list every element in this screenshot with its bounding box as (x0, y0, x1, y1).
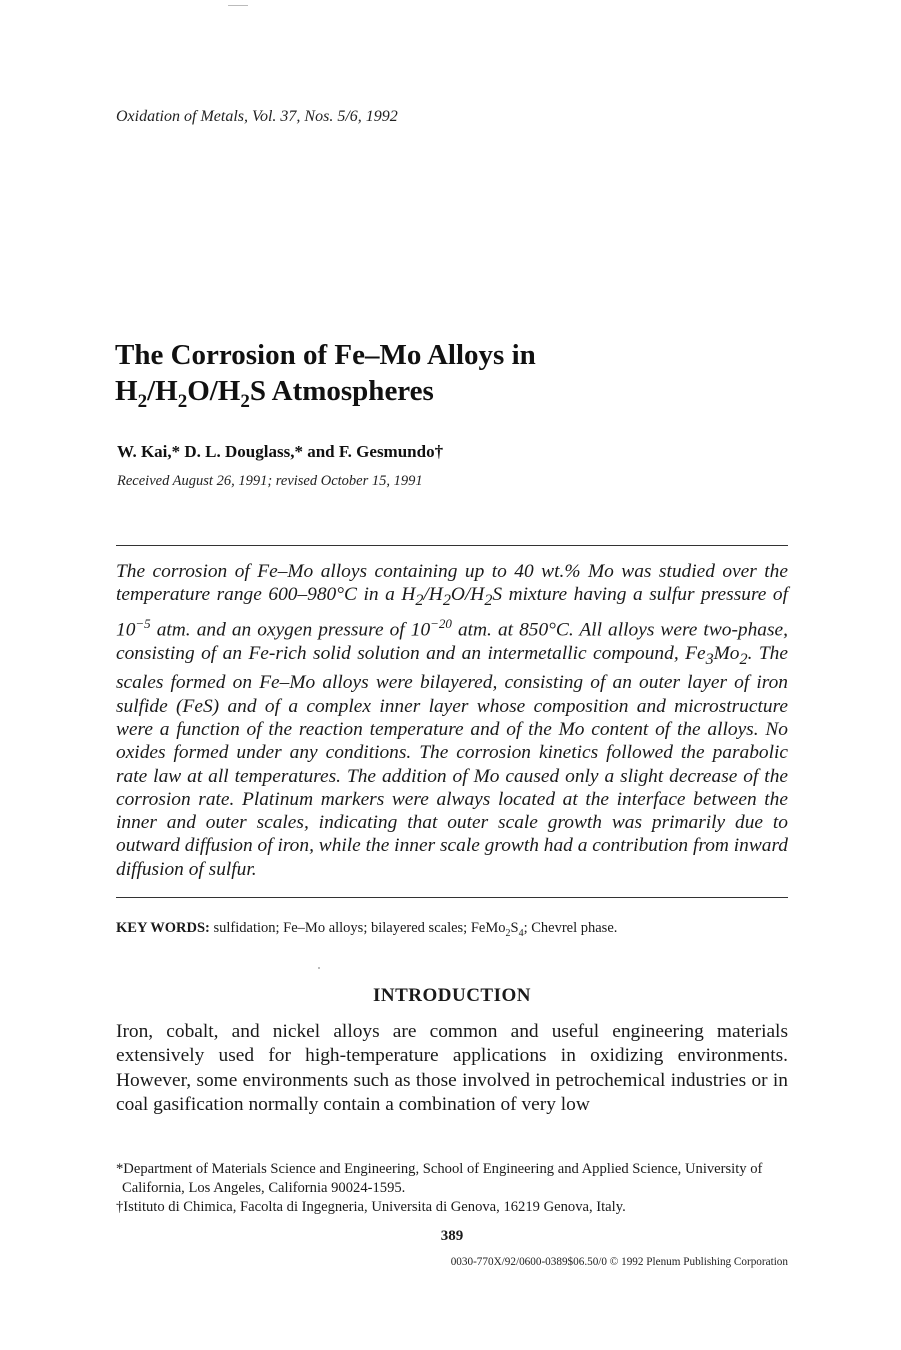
article-title (115, 337, 715, 420)
title-line-2: $H_2/H_2O/H_2S$ Atmospheres (115, 375, 434, 412)
section-heading: INTRODUCTION (372, 985, 532, 1006)
abstract-top-rule (116, 545, 788, 546)
author-list: W. Kai,* D. L. Douglass,* and F. Gesmundo† (117, 442, 444, 461)
journal-citation: Oxidation of Metals, Vol. 37, Nos. 5/6, 1992 (116, 108, 398, 125)
scan-mark (228, 5, 248, 6)
page-number: 389 (440, 1228, 464, 1244)
scan-mark (318, 967, 320, 969)
copyright-line: 0030-770X/92/0600-0389$06.50/0 © 1992 Plenum Publishing Corporation (450, 1256, 788, 1268)
key-words: KEY WORDS: sulfidation; Fe–Mo alloys; bilayered scales; $FeMo_2S_4$; Chevrel phase. (116, 920, 618, 939)
introduction-paragraph: Iron, cobalt, and nickel alloys are common and useful engineering materials extensively used for high-temperature applications in oxidizing environments. However, some environments such as those involved in petrochemical industries or in coal gasification normally contain a combination of very low (116, 1021, 788, 1115)
abstract: The corrosion of Fe–Mo alloys containing up to 40 wt.% Mo was studied over the temperature range 600–980°C in a $H_2/H_2O/H_2S$ mixture having a sulfur pressure of $10^{-5}$ atm. and an oxygen pressure of $10^{-20}$ atm. at 850°C. All alloys were two-phase, consisting of an Fe-rich solid solution and an intermetallic compound, $Fe_3Mo_2$. The scales formed on Fe–Mo alloys were bilayered, consisting of an outer layer of iron sulfide (FeS) and of a complex inner layer whose composition and microstructure were a function of the reaction temperature and of the Mo content of the alloys. No oxides formed under any conditions. The corrosion kinetics followed the parabolic rate law at all temperatures. The addition of Mo caused only a slight decrease of the corrosion rate. Platinum markers were always located at the interface between the inner and outer scales, indicating that outer scale growth was primarily due to outward diffusion of iron, while the inner scale growth had a contribution from inward diffusion of sulfur. (116, 561, 788, 880)
footnote-1: *Department of Materials Science and Engineering, School of Engineering and Applied Science, University of California, Los Angeles, California 90024-1595. (116, 1161, 763, 1196)
received-dates: Received August 26, 1991; revised October 15, 1991 (117, 473, 423, 489)
abstract-bottom-rule (116, 897, 788, 898)
title-line-1: The Corrosion of Fe–Mo Alloys in (115, 339, 536, 371)
footnote-2: †Istituto di Chimica, Facolta di Ingegneria, Universita di Genova, 16219 Genova, Italy. (116, 1199, 626, 1215)
footnotes (116, 1160, 806, 1217)
key-words-label: KEY WORDS: (116, 920, 210, 936)
